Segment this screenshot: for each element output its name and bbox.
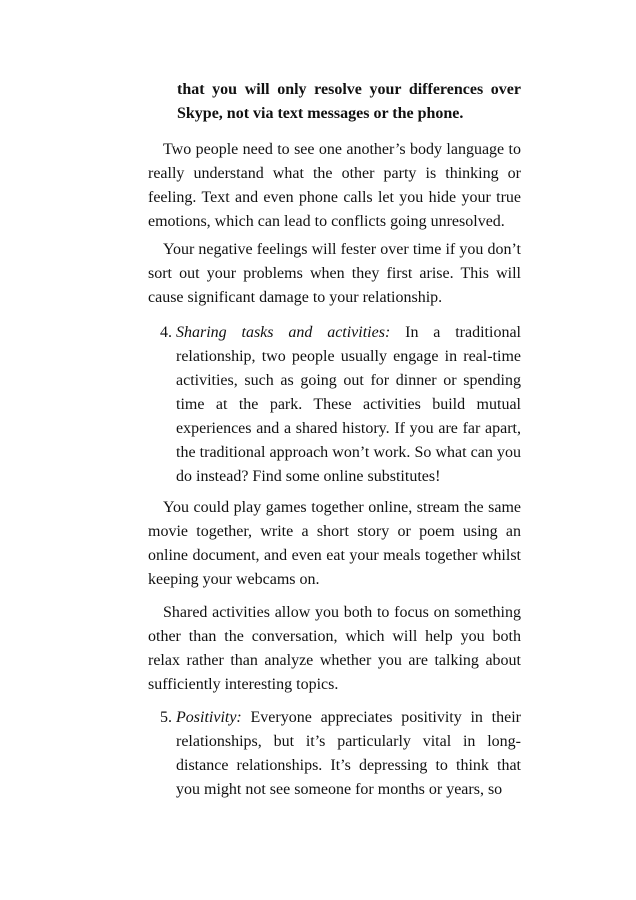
paragraph-negative-feelings: Your negative feelings will fester over time if you don’t sort out your problems when they first arise. This will cause significant damage to your relationship.: [148, 241, 521, 306]
list-item-text: Everyone appreciates positivity in their relationships, but it’s particularly vital in long-distance relationships. It’s depressing to think that you might not see someone for months or years, so: [176, 709, 521, 798]
paragraph-online-games: You could play games together online, stream the same movie together, write a short story or poem using an online document, and even eat your meals together whilst keeping your webcams on.: [148, 499, 521, 588]
paragraph-shared-activities: Shared activities allow you both to focus on something other than the conversation, which will help you both relax rather than analyze whether you are talking about sufficiently interesting topics.: [148, 604, 521, 693]
list-number: 5.: [160, 709, 172, 726]
bold-continuation-text: that you will only resolve your differences over Skype, not via text messages or the phone.: [177, 81, 521, 122]
list-item-heading: Positivity:: [176, 709, 242, 726]
list-item-body: [176, 321, 521, 489]
list-item-heading: Sharing tasks and activities:: [176, 324, 391, 341]
list-item-sharing-tasks: [148, 321, 521, 489]
paragraph-body-language: Two people need to see one another’s body language to really understand what the other party is thinking or feeling. Text and even phone calls let you hide your true emotions, which can lead to conflicts going unresolved.: [148, 141, 521, 230]
list-item-positivity: [148, 706, 521, 802]
list-number: 4.: [160, 324, 172, 341]
list-item-body: [176, 706, 521, 802]
list-item-text: In a traditional relationship, two people usually engage in real-time activities, such as going out for dinner or spending time at the park. These activities build mutual experiences and a shared history. If you are far apart, the traditional approach won’t work. So what can you do instead? Find some online substitutes!: [176, 324, 521, 485]
